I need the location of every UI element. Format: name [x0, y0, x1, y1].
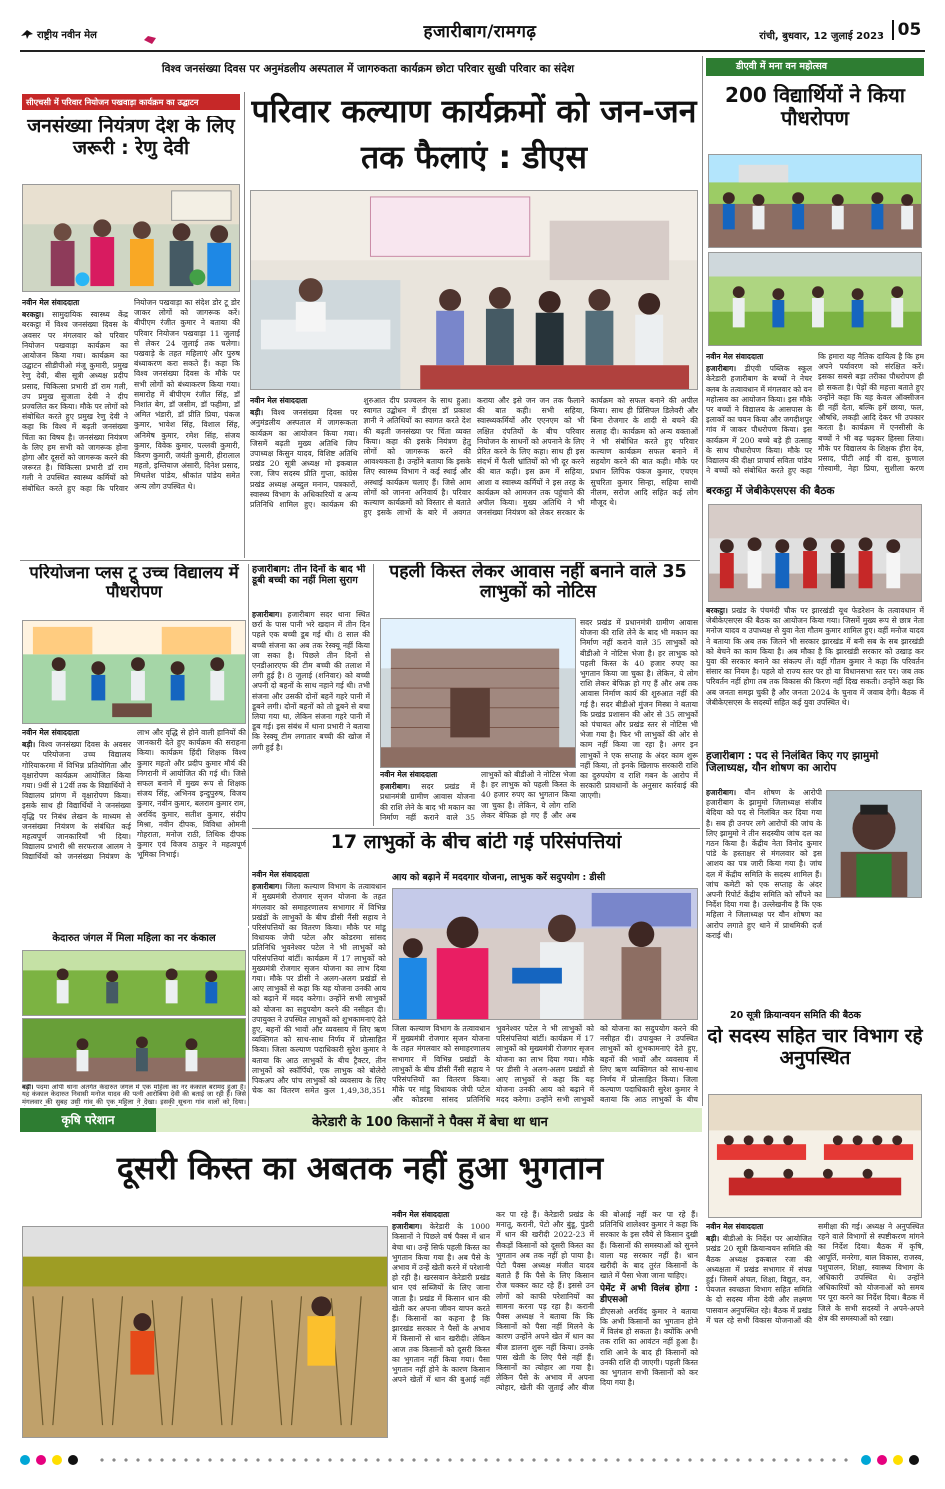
story11-text: जिला कल्याण विभाग के तत्वावधान में मुख्यमंत्री रोजगार सृजन योजना के तहत मंगलवार को समाहरणालय सभागार में विभिन्न प्रखंडों के लाभुकों के बीच डीसी नैंसी सहाय ने परिसंपत्तियों का वितरण किया। मौके पर मांडू विधायक जेपी पटेल और कोडरमा सांसद प्रतिनिधि भुवनेश्वर पटेल ने भी लाभुकों को परिसंपत्तियां बांटीं। कार्यक्रम में 17 लाभुकों को मुख्यमंत्री रोजगार सृजन योजना का लाभ दिया गया। मौके पर डीसी ने अलग-अलग प्रखंडों से आए लाभुकों से कहा कि यह योजना उनकी आय को बढ़ाने में मदद करेगा। उन्होंने सभी लाभुकों को योजना का सदुपयोग करने की नसीहत दी। उपायुक्त ने उपस्थित लाभुकों को शुभकामनाएं देते हुए, बहनों की भावों और व्यवसाय में लिए ऋण व्यक्तिगत को साथ-साथ निर्णय में प्रोत्साहित किया। जिला कल्याण पदाधिकारी सुरेश कुमार ने बताया कि आठ लाभुकों के बीच ट्रैक्टर, तीन लाभुकों को स्कॉर्पियो, एक लाभुक को बोलेरो पिकअप और पांच लाभुकों को व्यवसाय के लिए चेक का वितरण समेत कुल 1,49,38,351 — [252, 882, 386, 1096]
story3-body — [706, 352, 924, 478]
story9-dateline: हजारीबाग। — [380, 782, 411, 792]
story3-byline: नवीन मेल संवाददाता — [706, 352, 764, 361]
registration-dots — [96, 1457, 849, 1463]
center-right-divider — [702, 56, 703, 1106]
story10-body — [22, 1084, 246, 1106]
story6-text: बीडीओ के निर्देश पर आयोजित प्रखंड 20 सूत्री क्रियान्वयन समिति की बैठक अध्यक्ष इकबाल रजा की अध्यक्षता में प्रखंड सभागार में संपन्न हुई। जिसमें अंचल, शिक्षा, विद्युत, वन, पेयजल स्वच्छता विभाग सहित समिति के दो सदस्य मीना देवी और लक्ष्मण पासवान अनुपस्थित रहे। बैठक में प्रखंड में चल रहे सभी विकास योजनाओं की समीक्षा की गई। अध्यक्ष ने अनुपस्थित रहने वाले विभागों से स्पष्टीकरण मांगने का निर्देश दिया। बैठक में कृषि, आपूर्ति, मनरेगा, बाल विकास, राजस्व, पशुपालन, शिक्षा, स्वास्थ्य विभाग के अधिकारी उपस्थित थे। उन्होंने अधिकारियों को योजनाओं को समय पर पूरा करने का निर्देश दिया। बैठक में जिले के सभी सदस्यों ने अपने-अपने क्षेत्र की समस्याओं को रखा। — [706, 1222, 924, 1325]
story2-body — [250, 396, 698, 556]
story11-byline: नवीन मेल संवाददाता — [252, 870, 310, 879]
story5-headline: हजारीबाग : पद से निलंबित किए गए झामुमो जिलाध्यक्ष, यौन शोषण का आरोप — [706, 750, 879, 775]
story7-headline: परियोजना प्लस टू उच्च विद्यालय में पौधरोपण — [29, 564, 239, 601]
top-banner: विश्व जनसंख्या दिवस पर अनुमंडलीय अस्पताल में जागरुकता कार्यक्रम छोटा परिवार सुखी परिवार का संदेश — [161, 63, 575, 75]
story4-headline: बरकट्ठा में जेबीकेएसएस की बैठक — [706, 485, 835, 497]
story9-body — [380, 770, 576, 826]
story9-headline: पहली किस्त लेकर आवास नहीं बनाने वाले 35 लाभुकों को नोटिस — [389, 562, 687, 603]
yellow-dot-icon — [52, 1455, 62, 1465]
masthead — [20, 16, 925, 52]
story1-photo — [22, 184, 240, 292]
story10-photo — [22, 950, 246, 1016]
story2-photo — [250, 190, 698, 390]
story4-text: प्रखंड के पंचमंदी चौक पर झारखंडी यूथ फेडरेशन के तत्वावधान में जेबीकेएसएस की बैठक का आयोजन किया गया। जिसमें मुख्य रूप से छात्र नेता मनोज यादव व उपाध्यक्ष से युवा नेता गौतम कुमार शामिल हुए। वहीं मनोज यादव ने बताया कि अब तक जितने भी सरकार झारखंड में बनी सब के सब झारखंडी को बेचने का काम किया है। अब मौका है कि झारखंडी सरकार को उखाड़ कर युवा की सरकार बनाने का संकल्प लें। वहीं गौतम कुमार ने कहा कि परिवर्तन संसार का नियम है। पहले वो राज्य स्तर पर हो या विधानसभा स्तर पर। जब तक परिवर्तन नहीं होगा तब तक विकास की किरण नहीं दिख सकती। उन्होंने कहा कि अब जनता समझ चुकी है और जनता 2024 के चुनाव में जवाब देगी। बैठक में जेबीकेएसएस के सदस्यों सहित कई युवा उपस्थित थे। — [706, 606, 924, 707]
story11-headline: 17 लाभुकों के बीच बांटी गई परिसंपत्तियां — [330, 832, 622, 853]
newspaper-logo[interactable] — [20, 24, 130, 44]
story12-photo — [22, 1226, 388, 1438]
story3-text: डीएवी पब्लिक स्कूल केरेडारी हजारीबाग के बच्चों ने नेचर क्लब के तत्वावधान में मंगलवार को वन महोत्सव का आयोजन किया। इस मौके पर बच्चों ने विद्यालय के आसपास के इलाकों का चयन किया और जगदीशपुर गांव में जाकर पौधरोपण किया। इस कार्यक्रम में 200 बच्चे बड़े ही उत्साह के साथ पौधारोपण किया। मौके पर विद्यालय की दीक्षा प्राचार्य सविता पांडेय ने बच्चों को संबोधित करते हुए कहा कि हमारा यह नैतिक दायित्व है कि हम अपने पर्यावरण को संरक्षित करें। इसका सबसे बड़ा तरीका पौधरोपण ही हो सकता है। पेड़ों की महत्ता बताते हुए उन्होंने कहा कि यह केवल ऑक्सीजन ही नहीं देता, बल्कि हमें छाया, फल, औषधि, लकड़ी आदि देकर भी उपकार करता है। कार्यक्रम में एनसीसी के बच्चों ने भी बढ़ चढ़कर हिस्सा लिया। मौके पर विद्यालय के शिक्षक हीरा देव, प्रसाद, पीटी आई वी दास, कुणाल गोस्वामी, नेहा प्रिया, सुशीला करण — [706, 352, 924, 476]
story9-text: सदर प्रखंड में प्रधानमंत्री ग्रामीण आवास योजना की राशि लेने के बाद भी मकान का निर्माण नहीं कराने वाले 35 लाभुकों को बीडीओ ने नोटिस भेजा है। हर लाभुक को पहली किस्त के 40 हजार रुपए का भुगतान किया जा चुका है। लेकिन, ये लोग राशि लेकर बेफिक्र हो गए हैं और अब — [380, 770, 576, 822]
story2-dateline: बड़ी। — [250, 408, 264, 418]
logo-text: राष्ट्रीय नवीन मेल — [37, 30, 97, 41]
story3-photo-2 — [708, 252, 922, 346]
story7-body — [22, 728, 246, 926]
story7-text: विश्व जनसंख्या दिवस के अवसर पर परियोजना उच्च विद्यालय गोरियाकरमा में विभिन्न प्रतियोगिता और वृक्षारोपण कार्यक्रम आयोजित किया गया। 9वीं से 12वीं तक के विद्यार्थियों ने विद्यालय प्रांगण में वृक्षारोपण किया। इसके साथ ही विद्यार्थियों ने जनसंख्या वृद्धि पर निबंध लेखन के माध्यम से जनसंख्या नियंत्रण के संबंधित कई महत्वपूर्ण जानकारियाँ भी दिया। विद्यालय प्रभारी श्री सरफराज आलम ने विद्यार्थियों को जनसंख्या नियंत्रण के लाभ और वृद्धि से होने वाली हानियों की जानकारी देते हुए कार्यक्रम की सराहना किया। कार्यक्रम हिंदी शिक्षक विश्व कुमार महतो और प्रदीप कुमार मौर्य की निगरानी में आयोजित की गई थी। जिसे सफल बनाने में मुख्य रूप से शिक्षक संजय सिंह, अभिनव इन्दुपुरुष, विजय कुमार, नवीन कुमार, बलराम कुमार राम, अरविंद कुमार, सतीश कुमार, संदीप मिश्रा, नवीन दीपक, विविधा ओमनी गोहराता, मनोज राठी, तिथिक दीपक कुमार एवं विजय ठाकुर ने महत्वपूर्ण भूमिका निभाई। — [22, 728, 246, 862]
story11-kicker: आय को बढ़ाने में मददगार योजना, लाभुक करें सदुपयोग : डीसी — [392, 872, 606, 883]
magenta-dot-icon — [877, 1455, 887, 1465]
story1-dateline: बरकट्ठा। — [22, 310, 44, 320]
story8-body — [252, 610, 370, 820]
magenta-dot-icon — [36, 1455, 46, 1465]
story11-top-rule — [252, 828, 700, 829]
story12-byline: नवीन मेल संवाददाता — [392, 1210, 450, 1219]
issue-date: रांची, बुधवार, 12 जुलाई 2023 — [759, 31, 884, 42]
story2-text: विश्व जनसंख्या दिवस पर अनुमंडलीय अस्पताल में जागरूकता कार्यक्रम का आयोजन किया गया। जिसमें बढ़ती मुख्य अतिथि जिप उपाध्यक्ष किसुन यादव, विशिष्ट अतिथि प्रखंड 20 सूत्री अध्यक्ष मो इकबाल रजा, जिप सदस्य प्रीति गुप्ता, कांग्रेस प्रखंड अध्यक्ष अब्दुल मनान, पत्रकारों, स्वास्थ्य विभाग के अधिकारियों व अन्य प्रतिनिधि शामिल हुए। कार्यक्रम की शुरुआत दीप प्रज्वलन के साथ हुआ। स्वागत उद्बोधन में डीएस डॉ प्रकाश ज्ञानी ने अतिथियों का स्वागत करते देश की बढ़ती जनसंख्या पर चिंता व्यक्त किया। कहा की इसके नियंत्रण हेतु लोगों को जागरूक करने की आवश्यकता है। उन्होंने बताया कि इसके लिए स्वास्थ्य विभाग ने कई स्थाई और अस्थाई कार्यक्रम चलाए हैं। जिसे आम लोगों को जानना अनिवार्य है। परिवार कल्याण कार्यक्रमों को विस्तार से बताते हुए इसके लाभों के बारे में अवगत कराया और इसे जन जन तक फैलाने की बात कही। सभी सहिया, स्वास्थ्यकर्मियों और एएनएम को भी लक्षित दंपतियों के बीच परिवार नियोजन के साधनों को अपनाने के लिए प्रेरित करने के लिए कहा। साथ ही इस संदर्भ में फैली भ्रांतियों को भी दूर करने की बात कही। इस क्रम में सहिया, आशा व स्वास्थ्य कर्मियों ने इस तरह के कार्यक्रम को आमजन तक पहुंचाने की अपील किया। मुख्य अतिथि ने भी जनसंख्या नियंत्रण को लेकर सरकार के कार्यक्रम को सफल बनाने की अपील किया। साथ ही प्रिंसिपल डिलेवरी और बिना रोजगार के शादी से बचने की सलाह दी। कार्यक्रम को अन्य वक्ताओं ने भी संबोधित करते हुए परिवार कल्याण कार्यक्रम सफल बनाने में सहयोग करने की बात कही। मौके पर प्रधान लिपिक पंकज कुमार, एचएम सुचरिता कुमार सिन्हा, सहिया साथी नीलम, सरोज आदि सहित कई लोग मौजूद थे। — [250, 396, 698, 518]
story3-kicker: डीएवी में मना वन महोत्सव — [706, 58, 924, 76]
left-bottom-divider — [248, 928, 249, 1106]
cyan-dot-icon — [861, 1455, 871, 1465]
story5-photo — [826, 790, 922, 898]
story12-subhead: पेमेंट में अभी विलंब होगा : डीएसओ — [600, 1284, 698, 1305]
story5-text: यौन शोषण के आरोपी हजारीबाग के झामुमो जिलाध्यक्ष संजीव बेदिया को पद से निलंबित कर दिया गया है। सब ही उनपर लगे आरोपों की जांच के लिए झामुमो ने तीन सदस्यीय जांच दल का गठन किया है। केंद्रीय नेता विनोद कुमार पांडे के हस्ताक्षर से मंगलवार को इस आशय का पत्र जारी किया गया है। जांच दल में केंद्रीय समिति के सदस्य शामिल हैं। जांच कमेटी को एक सप्ताह के अंदर अपनी रिपोर्ट केंद्रीय समिति को सौंपने का निर्देश दिया गया है। उल्लेखनीय है कि एक महिला ने जिलाध्यक्ष पर यौन शोषण का आरोप लगाते हुए थाने में प्राथमिकी दर्ज कराई थी। — [706, 788, 822, 940]
story1-body — [22, 298, 240, 556]
story10-headline: केदारुत जंगल में मिला महिला का नर कंकाल — [52, 933, 216, 944]
story3-headline: 200 विद्यार्थियों ने किया पौधरोपण — [725, 84, 905, 130]
story10-text: पदमा ओपी थाना अंतर्गत केदारुत जंगल में एक महिला का नर कंकाल बरामद हुआ है। यह कंकाल केदारुत निवासी मनोज यादव की पत्नी आरोबिया देवी की बताई जा रही है। जिसे मंगलवार की सुबह उसी गांव की एक महिला ने देखा। इसकी सूचना गांव वालों को दिया। — [22, 1084, 246, 1106]
story7-photo — [22, 620, 246, 724]
story6-photo — [708, 1094, 922, 1218]
page-number: 05 — [892, 20, 925, 40]
story6-headline: दो सदस्य सहित चार विभाग रहे अनुपस्थित — [707, 1026, 923, 1069]
story12-dateline: हजारीबाग। — [392, 1222, 423, 1232]
story11-text-cont: जिला कल्याण विभाग के तत्वावधान में मुख्यमंत्री रोजगार सृजन योजना के तहत मंगलवार को समाहरणालय सभागार में विभिन्न प्रखंडों के लाभुकों के बीच डीसी नैंसी सहाय ने परिसंपत्तियों का वितरण किया। मौके पर मांडू विधायक जेपी पटेल और कोडरमा सांसद प्रतिनिधि भुवनेश्वर पटेल ने भी लाभुकों को परिसंपत्तियां बांटीं। कार्यक्रम में 17 लाभुकों को मुख्यमंत्री रोजगार सृजन योजना का लाभ दिया गया। मौके पर डीसी ने अलग-अलग प्रखंडों से आए लाभुकों से कहा कि यह योजना उनकी आय को बढ़ाने में मदद करेगा। उन्होंने सभी लाभुकों को योजना का सदुपयोग करने की नसीहत दी। उपायुक्त ने उपस्थित लाभुकों को शुभकामनाएं देते हुए, बहनों की भावों और व्यवसाय में लिए ऋण व्यक्तिगत को साथ-साथ निर्णय में प्रोत्साहित किया। जिला कल्याण पदाधिकारी सुरेश कुमार ने बताया कि आठ लाभुकों के बीच — [392, 1024, 698, 1105]
story6-kicker: 20 सूत्री क्रियान्वयन समिति की बैठक — [730, 1010, 861, 1021]
yellow-dot-icon — [893, 1455, 903, 1465]
story12-body — [392, 1210, 698, 1438]
story2-byline: नवीन मेल संवाददाता — [250, 396, 308, 405]
registration-right — [861, 1455, 925, 1465]
story10-dateline: बड़ी। — [22, 1084, 34, 1091]
registration-left — [20, 1455, 84, 1465]
middle-row-divider — [20, 560, 700, 561]
section-title: हजारीबाग/रामगढ़ — [423, 22, 537, 42]
story8-dateline: हजारीबाग। — [252, 610, 283, 619]
story7-dateline: बड़ी। — [22, 740, 36, 750]
story3-photo — [708, 154, 922, 248]
story12-kicker: केरेडारी के 100 किसानों ने पैक्स में बेचा था धान — [312, 1115, 548, 1130]
footer-registration-bar — [20, 1450, 925, 1470]
story2-headline: परिवार कल्याण कार्यक्रमों को जन-जन तक फैलाएं : डीएस — [251, 92, 697, 176]
story11-dateline: हजारीबाग। — [252, 882, 283, 892]
story12-text-2: डीएसओ अरविंद कुमार ने बताया कि अभी किसानों का भुगतान होने में विलंब हो सकता है। क्योंकि अभी तक राशि का आवंटन नहीं हुआ है। राशि आने के बाद ही किसानों को उनकी राशि दी जाएगी। पहली किस्त का भुगतान सभी किसानों को कर दिया गया है। — [600, 1306, 698, 1388]
masthead-rule — [20, 50, 925, 52]
story3-dateline: हजारीबाग। — [706, 364, 737, 374]
story8-divider — [373, 564, 374, 826]
story8-headline: हजारीबाग: तीन दिनों के बाद भी डूबी बच्ची का नहीं मिला सुराग — [252, 564, 366, 587]
story1-headline: जनसंख्या नियंत्रण देश के लिए जरूरी : रेणु देवी — [27, 116, 235, 159]
story9-body-cont — [580, 618, 698, 826]
story11-body — [252, 870, 386, 1106]
story5-body — [706, 788, 822, 952]
story4-dateline: बरकट्ठा। — [706, 606, 728, 615]
story4-photo — [708, 504, 922, 602]
story6-byline: नवीन मेल संवाददाता — [706, 1222, 764, 1231]
story12-text: केरेडारी के 1000 किसानों ने पिछले वर्ष पैक्स में धान बेचा था। उन्हें सिर्फ पहली किस्त का भुगतान किया गया है। अब पैसे के अभाव में उन्हें खेती करने में परेशानी हो रही है। खरसवान केरेडारी प्रखंड धान एवं सब्जियों के लिए जाना जाता है। प्रखंड में किसान धान की खेती कर अपना जीवन यापन करते हैं। किसानों का कहना है कि झारखंड सरकार ने पैसों के अभाव में किसानों से धान खरीदी। लेकिन आज तक किसानों को दूसरी किस्त का भुगतान नहीं किया गया। पैसा भुगतान नहीं होने के कारण किसान अपने खेतों में धान की बुआई नहीं कर पा रहे हैं। केरेडारी प्रखंड के मनातू, करानी, पेटो और बुंडू, पुंडरी में धान की खरीदी 2022-23 में सैकड़ों किसानों को दूसरी किस्त का भुगतान अब तक नहीं हो पाया है। पेटो पैक्स अध्यक्ष मंजीत यादव बताते हैं कि पैसे के लिए किसान रोज चक्कर काट रहे हैं। इससे उन लोगों को काफी परेशानियों का सामना करना पड़ रहा है। करानी पैक्स अध्यक्ष ने बताया कि कि किसानों को पैसा नहीं मिलने के कारण उन्होंने अपने खेत में धान का बीज डालना शुरू नहीं किया। उनके पास खेती के लिए पैसे नहीं हैं। किसानों का त्योहार आ गया है। लेकिन पैसे के अभाव में अपना त्योहार, खेती की जुताई और बीज की बोआई नहीं कर पा रहे हैं। प्रतिनिधि शालेश्वर कुमार ने कहा कि सरकार के इस रवैये से किसान दुखी हैं। किसानों की समस्याओं को सुनने वाला यह सरकार नहीं है। धान खरीदी के बाद तुरंत किसानों के खाते में पैसा भेजा जाना चाहिए। — [392, 1210, 698, 1393]
left-middle-divider — [248, 564, 249, 926]
story1-text: सामुदायिक स्वास्थ्य केंद्र बरकट्ठा में विश्व जनसंख्या दिवस के अवसर पर मंगलवार को परिवार नियोजन पखवाड़ा कार्यक्रम का आयोजन किया गया। कार्यक्रम का उद्घाटन सीडीपीओ मंजू कुमारी, प्रमुख रेणु देवी, बीस सूत्री अध्यक्ष प्रदीप प्रसाद, चिकित्सा प्रभारी डॉ राम गली, उप प्रमुख सुजाता देवी ने दीप प्रज्वलित कर किया। मौके पर लोगों को संबोधित करते हुए प्रमुख रेणु देवी ने कहा कि विश्व में बढ़ती जनसंख्या चिंता का विषय है। जनसंख्या नियंत्रण के लिए हम सभी को जागरूक होना होगा और दूसरों को जागरूक करने की जरूरत है। चिकित्सा प्रभारी डॉ राम गली ने उपस्थित स्वास्थ्य कर्मियों को संबोधित करते हुए कहा कि परिवार नियोजन पखवाड़ा का संदेश डोर टू डोर जाकर लोगों को जागरूक करें। बीपीएम रंजीत कुमार ने बताया की परिवार नियोजन पखवाड़ा 11 जुलाई से लेकर 24 जुलाई तक चलेगा। पखवाड़े के तहत महिलाएं और पुरुष बंध्याकरण करा सकते हैं। कहा कि विश्व जनसंख्या दिवस के मौके पर सभी लोगों को बंध्याकरण किया गया। समारोह में बीपीएम रंजीत सिंह, डॉ निशांत बेग, डॉ जसीम, डॉ फहीमा, डॉ अमित भंडारी, डॉ प्रीति प्रिया, पंकज कुमार, भावेश सिंह, विशाल सिंह, अनिमेष कुमार, रमेश सिंह, संजय कुमार, विवेक कुमार, पल्लवी कुमारी, किरण कुमारी, जयंती कुमारी, हीरालाल महतो, इम्तियाज अंसारी, दिनेश प्रसाद, मिथलेश पांडेय, श्रीकांत पांडेय समेत अन्य लोग उपस्थित थे। — [22, 298, 240, 493]
story10-photo-2 — [22, 1018, 246, 1082]
story11-body-cont — [392, 1024, 698, 1106]
story8-text: हजारीबाग सदर थाना स्थित छर्रा के पास पानी भरे खदान में तीन दिन पहले एक बच्ची डूब गई थी। 8 साल की बच्ची संजना का अब तक रेस्क्यू नहीं किया जा सका है। पिछले तीन दिनों से एनडीआरएफ की टीम बच्ची की तलाश में लगी हुई है। 8 जुलाई (शनिवार) को बच्ची अपनी दो बहनों के साथ नहाने गई थी। तभी संजना और उसकी दोनों बहनें गहरे पानी में डूबने लगी। दोनों बहनों को तो डूबने से बचा लिया गया था, लेकिन संजना गहरे पानी में डूब गई। इस संबंध में थाना प्रभारी ने बताया कि रेस्क्यू टीम लगातार बच्ची की खोज में लगी हुई है। — [252, 610, 370, 752]
masthead-ornament — [144, 30, 156, 40]
story9-photo — [380, 618, 576, 768]
cyan-dot-icon — [20, 1455, 30, 1465]
story4-body — [706, 606, 924, 746]
story5-dateline: हजारीबाग। — [706, 788, 737, 797]
story7-byline: नवीन मेल संवाददाता — [22, 728, 80, 737]
story9-text-cont: सदर प्रखंड में प्रधानमंत्री ग्रामीण आवास योजना की राशि लेने के बाद भी मकान का निर्माण नहीं कराने वाले 35 लाभुकों को बीडीओ ने नोटिस भेजा है। हर लाभुक को पहली किस्त के 40 हजार रुपए का भुगतान किया जा चुका है। लेकिन, ये लोग राशि लेकर बेफिक्र हो गए हैं और अब तक आवास निर्माण कार्य की शुरुआत नहीं की गई है। सदर बीडीओ मुंजन मिस्त्रा ने बताया कि प्रखंड प्रशासन की ओर से 35 लाभुकों को पंचायत और प्रखंड स्तर से नोटिस भी भेजा गया है। फिर भी लाभुकों की ओर से काम नहीं किया जा रहा है। अगर इन लाभुकों ने एक सप्ताह के अंदर काम शुरू नहीं किया, तो इनके खिलाफ सरकारी राशि का दुरुपयोग व राशि गबन के आरोप में सरकारी प्रावधानों के अनुसार कार्रवाई की जाएगी। — [580, 618, 698, 801]
story1-byline: नवीन मेल संवाददाता — [22, 298, 80, 307]
story9-byline: नवीन मेल संवाददाता — [380, 770, 438, 779]
story6-body — [706, 1222, 924, 1438]
story1-kicker: सीएचसी में परिवार नियोजन पखवाड़ा कार्यक्रम का उद्घाटन — [22, 94, 240, 110]
left-column-divider — [244, 92, 245, 558]
story11-photo — [392, 888, 698, 1020]
black-dot-icon — [68, 1455, 78, 1465]
bird-logo-icon — [20, 28, 34, 40]
story12-headline: दूसरी किस्त का अबतक नहीं हुआ भुगतान — [116, 1149, 604, 1187]
black-dot-icon — [909, 1455, 919, 1465]
story6-dateline: बड़ी। — [706, 1234, 720, 1244]
story12-kicker-left: कृषि परेशान — [20, 1108, 156, 1132]
